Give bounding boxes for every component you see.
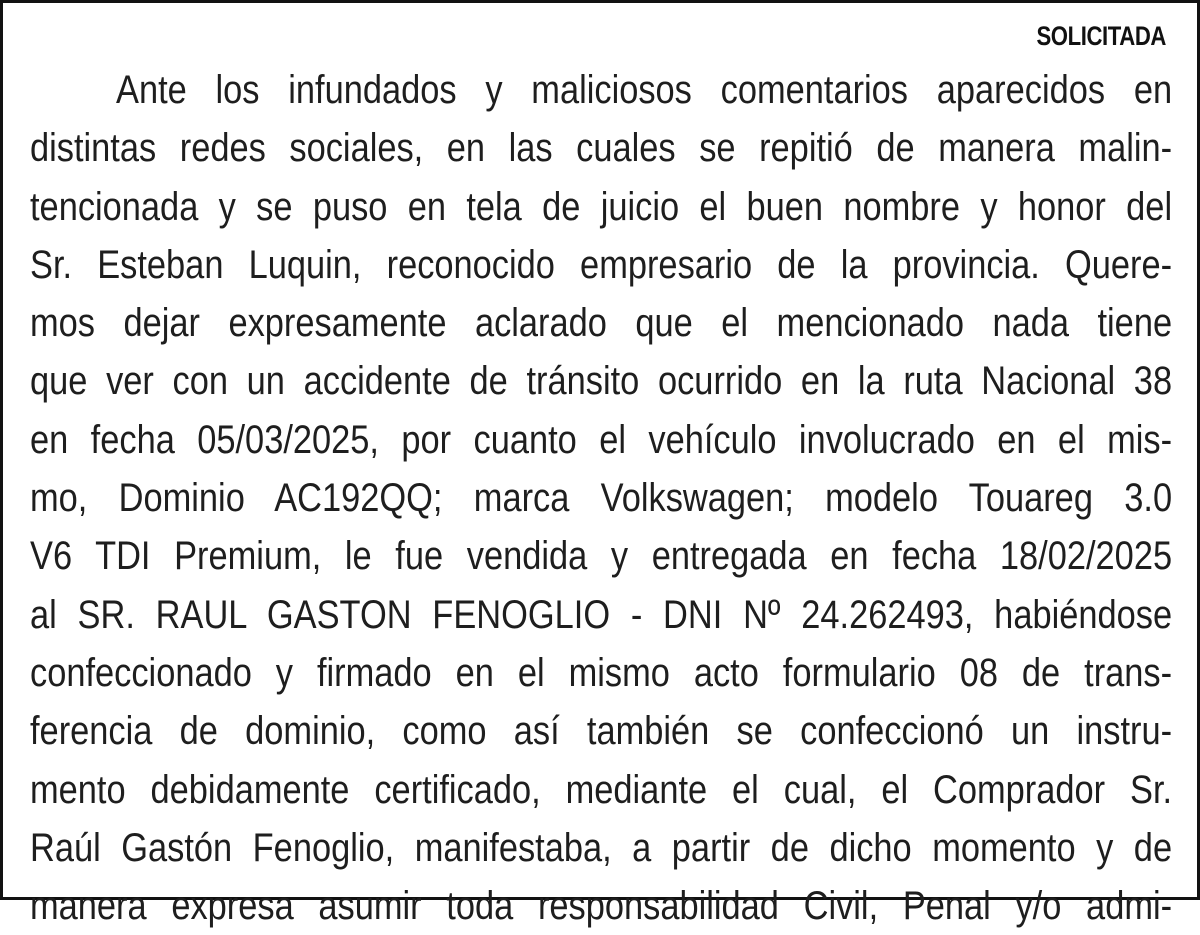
- section-heading: SOLICITADA: [1036, 21, 1166, 51]
- article-line: Sr. Esteban Luquin, reconocido empresario de la provincia. Quere-: [30, 242, 1173, 287]
- article-line: mo, Dominio AC192QQ; marca Volkswagen; modelo Touareg 3.0: [30, 476, 1173, 521]
- article-line: que ver con un accidente de tránsito ocurrido en la ruta Nacional 38: [30, 359, 1173, 404]
- article-line: tencionada y se puso en tela de juicio el buen nombre y honor del: [30, 184, 1173, 229]
- article-line-cut-off: manera expresa asumir toda responsabilidad Civil, Penal y/o admi-: [30, 884, 1173, 929]
- article-line: en fecha 05/03/2025, por cuanto el vehículo involucrado en el mis-: [30, 417, 1173, 462]
- article-body: [30, 61, 1172, 935]
- article-line: confeccionado y firmado en el mismo acto formulario 08 de trans-: [30, 650, 1173, 695]
- article-line: al SR. RAUL GASTON FENOGLIO - DNI Nº 24.262493, habiéndose: [30, 592, 1173, 637]
- article-line: Ante los infundados y maliciosos comentarios aparecidos en: [116, 68, 1173, 112]
- article-line: distintas redes sociales, en las cuales se repitió de manera malin-: [30, 126, 1173, 171]
- article-line: mos dejar expresamente aclarado que el mencionado nada tiene: [30, 301, 1173, 346]
- article-line: V6 TDI Premium, le fue vendida y entregada en fecha 18/02/2025: [30, 534, 1173, 579]
- article-line: mento debidamente certificado, mediante el cual, el Comprador Sr.: [30, 767, 1173, 812]
- article-line: Raúl Gastón Fenoglio, manifestaba, a partir de dicho momento y de: [30, 825, 1173, 870]
- article-line: ferencia de dominio, como así también se confeccionó un instru-: [30, 709, 1173, 754]
